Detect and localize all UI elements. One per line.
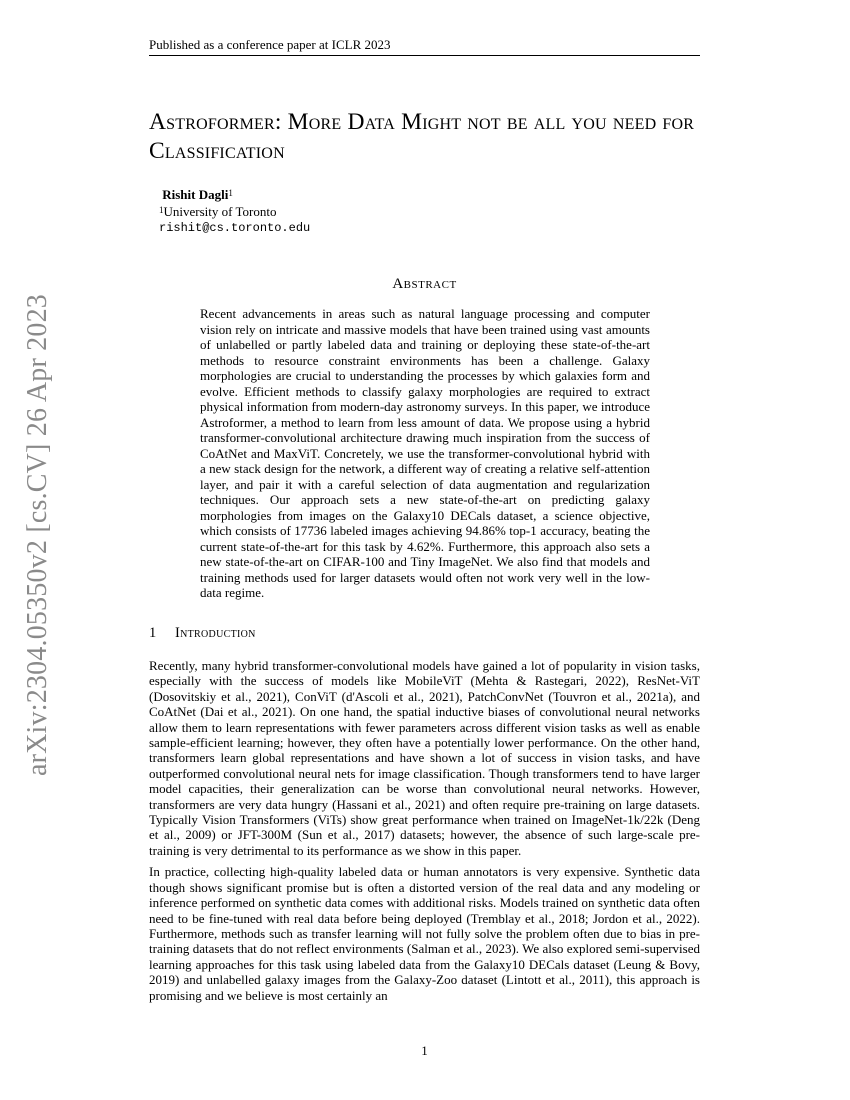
arxiv-identifier[interactable]: arXiv:2304.05350v2 [cs.CV] 26 Apr 2023	[22, 294, 53, 777]
section-title: Introduction	[175, 625, 256, 641]
section-number: 1	[149, 625, 157, 641]
page-number: 1	[421, 1043, 428, 1058]
abstract-text: Recent advancements in areas such as natural language processing and computer vision rely on intricate and massive models that have been trained using vast amounts of unlabelled or partly labeled data and training or deploying these state-of-the-art methods to resource constraint environments has been a challenge. Galaxy morphologies are crucial to understanding the processes by which galaxies form and evolve. Efficient methods to classify galaxy morphologies are required to extract physical information from modern-day astronomy surveys. In this paper, we introduce Astroformer, a method to learn from less amount of data. We propose using a hybrid transformer-convolutional architecture drawing much inspiration from the success of CoAtNet and MaxViT. Concretely, we use the transformer-convolutional hybrid with a new stack design for the network, a different way of creating a relative self-attention layer, and pair it with a careful selection of data augmentation and regularization techniques. Our approach sets a new state-of-the-art on predicting galaxy morphologies from images on the Galaxy10 DECals dataset, a science objective, which consists of 17736 labeled images achieving 94.86% top-1 accuracy, beating the current state-of-the-art for this task by 4.62%. Furthermore, this approach also sets a new state-of-the-art on CIFAR-100 and Tiny ImageNet. We also find that models and training methods used for larger datasets would often not work very well in the low-data regime.	[200, 306, 650, 600]
paper-title: Astroformer: More Data Might not be all you need for Classification	[149, 109, 695, 164]
author-block	[159, 187, 310, 237]
author-email[interactable]: rishit@cs.toronto.edu	[159, 221, 311, 235]
paragraph: In practice, collecting high-quality labeled data or human annotators is very expensive. Synthetic data though shows significant promise but is often a distorted version of the real data and any modeling or inference performed on synthetic data comes with additional risks. Models trained on synthetic data often need to be fine-tuned with real data before being deployed (Tremblay et al., 2018; Jordon et al., 2022). Furthermore, methods such as transfer learning will not fully solve the problem often due to bias in pre-training datasets that do not reflect environments (Salman et al., 2023). We also explored semi-supervised learning approaches for this task using labeled data from the Galaxy10 DECals dataset (Leung & Bovy, 2019) and unlabelled galaxy images from the Galaxy-Zoo dataset (Lintott et al., 2011), this approach is promising and we believe is most certainly an	[149, 864, 700, 1003]
running-header: Published as a conference paper at ICLR 2023	[149, 37, 700, 56]
abstract-heading: Abstract	[392, 276, 457, 292]
affiliation-mark: 1	[159, 204, 164, 215]
paragraph: Recently, many hybrid transformer-convolutional models have gained a lot of popularity in vision tasks, especially with the success of models like MobileViT (Mehta & Rastegari, 2022), ResNet-ViT (Dosovitskiy et al., 2021), ConViT (d'Ascoli et al., 2021), PatchConvNet (Touvron et al., 2021a), and CoAtNet (Dai et al., 2021). On one hand, the spatial inductive biases of convolutional neural networks allow them to learn representations with fewer parameters across different vision tasks as well as enable sample-efficient learning; however, they often have a potentially lower performance. On the other hand, transformers learn global representations and have shown a lot of success in vision tasks, and have outperformed convolutional neural nets for image classification. Though transformers tend to have larger model capacities, their generalization can be worse than convolutional neural networks. However, transformers are very data hungry (Hassani et al., 2021) and often require pre-training on large datasets. Typically Vision Transformers (ViTs) show great performance when trained on ImageNet-1k/22k (Deng et al., 2009) or JFT-300M (Sun et al., 2017) datasets; however, the absence of such large-scale pre-training is very detrimental to its performance as we show in this paper.	[149, 658, 700, 858]
section-heading	[149, 625, 256, 642]
author-name: Rishit Dagli	[162, 187, 229, 202]
author-affiliation: University of Toronto	[163, 203, 277, 219]
author-affiliation-mark: 1	[228, 188, 233, 198]
section-body	[149, 658, 700, 1009]
